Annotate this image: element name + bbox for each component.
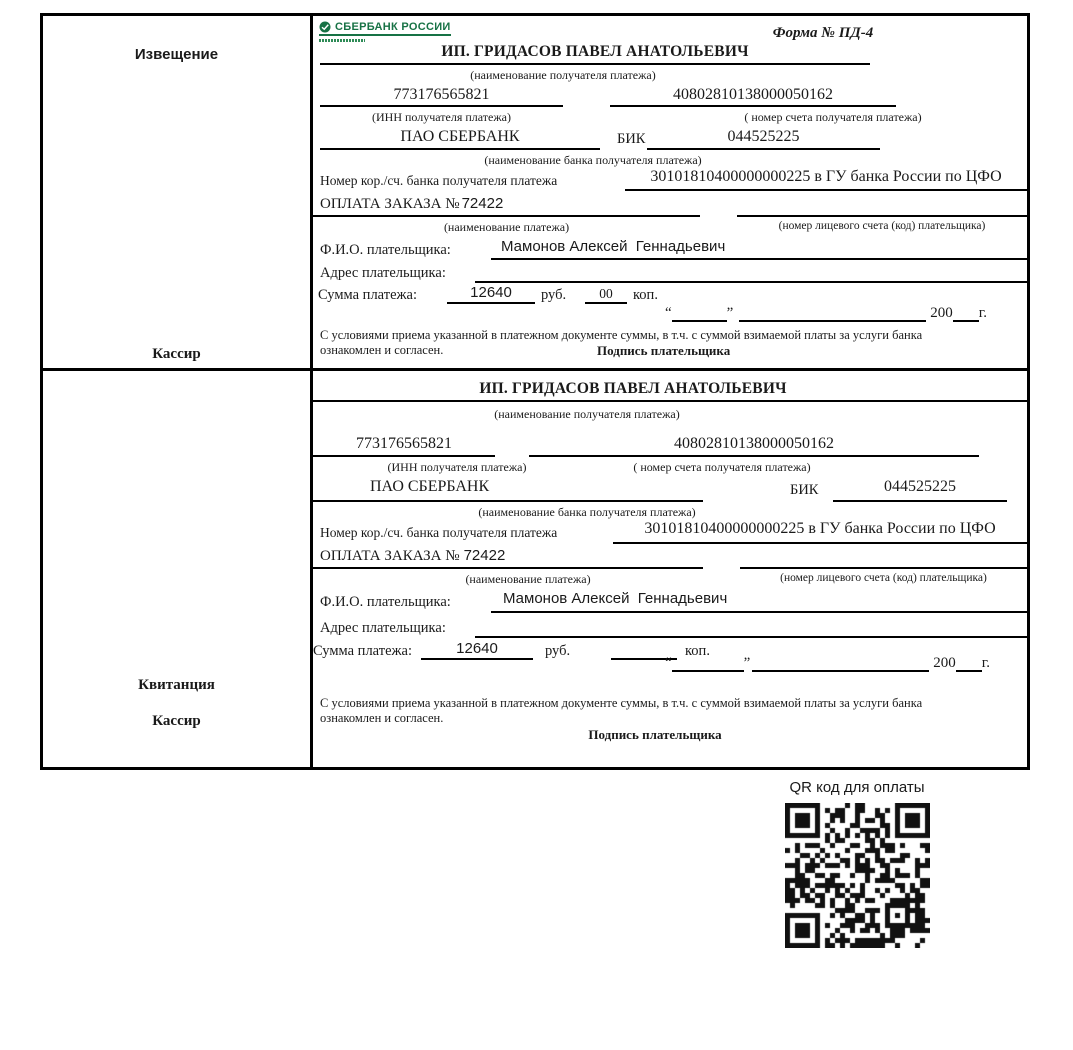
bank-name-caption: (наименование банка получателя платежа)	[478, 505, 696, 519]
payee-name-caption: (наименование получателя платежа)	[470, 68, 656, 82]
disclaimer-line1: С условиями приема указанной в платежном документе суммы, в т.ч. с суммой взимаемой платы за услуги банка	[320, 328, 923, 342]
bik-label: БИК	[617, 131, 646, 147]
payer-fio-label: Ф.И.О. плательщика:	[320, 242, 451, 258]
receipt-section	[43, 371, 1027, 767]
receipt-label: Квитанция	[138, 677, 215, 693]
notice-content	[313, 16, 1027, 368]
corr-account-label: Номер кор./сч. банка получателя платежа	[320, 173, 558, 188]
payment-purpose-text: ОПЛАТА ЗАКАЗА №	[320, 196, 460, 212]
payee-inn-field: 773176565821	[313, 435, 495, 457]
payer-address-field	[475, 263, 1027, 283]
date-year-field	[953, 304, 979, 322]
account-caption: ( номер счета получателя платежа)	[744, 110, 922, 124]
bank-name-caption: (наименование банка получателя платежа)	[484, 153, 702, 167]
year-prefix: 200	[930, 305, 953, 321]
sum-kop-field: 00	[585, 286, 627, 304]
open-quote: “	[665, 655, 672, 671]
payer-fio-label: Ф.И.О. плательщика:	[320, 594, 451, 610]
payer-address-label: Адрес плательщика:	[320, 265, 446, 281]
corr-account-label: Номер кор./сч. банка получателя платежа	[320, 525, 558, 540]
date-line	[665, 654, 990, 672]
date-month-field	[739, 304, 926, 322]
bank-name-field: ПАО СБЕРБАНК	[320, 128, 600, 150]
cashier-label-bottom: Кассир	[152, 713, 201, 729]
bank-name-field: ПАО СБЕРБАНК	[313, 478, 703, 502]
disclaimer-line2: ознакомлен и согласен.	[320, 711, 444, 725]
order-number: 72422	[463, 547, 506, 564]
corr-account-field: 30101810400000000225 в ГУ банка России по ЦФО	[625, 168, 1027, 191]
date-day-field	[672, 654, 744, 672]
personal-account-field	[740, 547, 1027, 569]
rub-label: руб.	[541, 287, 567, 303]
payment-purpose-text: ОПЛАТА ЗАКАЗА №	[320, 548, 460, 564]
personal-account-field	[737, 195, 1027, 217]
payer-fio-field: Мамонов Алексей Геннадьевич	[491, 238, 1027, 260]
receipt-form	[40, 13, 1030, 770]
order-number: 72422	[461, 195, 504, 212]
cashier-label-top: Кассир	[152, 346, 201, 362]
close-quote: ”	[743, 655, 751, 671]
sum-label: Сумма платежа:	[318, 287, 417, 303]
disclaimer-line1: С условиями приема указанной в платежном документе суммы, в т.ч. с суммой взимаемой платы за услуги банка	[320, 696, 923, 710]
payment-purpose-field	[313, 547, 703, 569]
close-quote: ”	[726, 305, 734, 321]
sberbank-logo-icon	[319, 21, 331, 33]
year-prefix: 200	[933, 655, 956, 671]
year-suffix: г.	[978, 305, 987, 321]
year-suffix: г.	[981, 655, 990, 671]
sberbank-logo-text: СБЕРБАНК РОССИИ	[335, 21, 451, 33]
sum-rub-field: 12640	[421, 640, 533, 660]
disclaimer-line2: ознакомлен и согласен.	[320, 343, 444, 357]
qr-code	[785, 803, 930, 948]
open-quote: “	[665, 305, 672, 321]
inn-caption: (ИНН получателя платежа)	[387, 460, 527, 474]
payment-purpose-caption: (наименование платежа)	[465, 572, 591, 586]
inn-caption: (ИНН получателя платежа)	[372, 110, 511, 124]
payee-inn-field: 773176565821	[320, 86, 563, 107]
payee-name-text: ИП. ГРИДАСОВ ПАВЕЛ АНАТОЛЬЕВИЧ	[479, 380, 787, 397]
payer-signature-label: Подпись плательщика	[588, 727, 722, 742]
notice-section	[43, 16, 1027, 371]
notice-label: Извещение	[134, 46, 219, 63]
payee-name-field: ИП. ГРИДАСОВ ПАВЕЛ АНАТОЛЬЕВИЧ	[320, 43, 870, 65]
sberbank-logo	[319, 20, 451, 42]
date-day-field	[672, 304, 727, 322]
rub-label: руб.	[545, 643, 571, 659]
notice-stub-column	[43, 16, 313, 368]
account-caption: ( номер счета получателя платежа)	[633, 460, 811, 474]
payee-name-field	[313, 380, 1027, 402]
payer-address-label: Адрес плательщика:	[320, 620, 446, 636]
personal-account-caption: (номер лицевого счета (код) плательщика)	[780, 572, 987, 584]
payer-fio-field: Мамонов Алексей Геннадьевич	[491, 590, 1027, 613]
personal-account-caption: (номер лицевого счета (код) плательщика)	[778, 220, 986, 232]
logo-subtext	[319, 39, 365, 42]
qr-block	[757, 779, 957, 948]
payee-name-caption: (наименование получателя платежа)	[494, 407, 680, 421]
payment-purpose-field	[313, 195, 700, 217]
date-year-field	[956, 654, 982, 672]
corr-account-field: 30101810400000000225 в ГУ банка России по ЦФО	[613, 520, 1027, 544]
form-number-label: Форма № ПД-4	[772, 25, 874, 41]
bik-label: БИК	[790, 482, 819, 498]
date-line	[665, 304, 987, 322]
qr-caption: QR код для оплаты	[789, 779, 925, 796]
sum-rub-field: 12640	[447, 284, 535, 304]
date-month-field	[752, 654, 929, 672]
payee-account-field: 40802810138000050162	[610, 86, 896, 107]
payer-signature-label: Подпись плательщика	[597, 343, 731, 358]
bik-field: 044525225	[647, 128, 880, 150]
kop-label: коп.	[633, 287, 658, 303]
receipt-content	[313, 371, 1027, 767]
payment-purpose-caption: (наименование платежа)	[443, 220, 570, 234]
payee-account-field: 40802810138000050162	[529, 435, 979, 457]
receipt-stub-column	[43, 371, 313, 767]
kop-label: коп.	[685, 643, 710, 659]
sum-label: Сумма платежа:	[313, 643, 412, 659]
payer-address-field	[475, 617, 1027, 638]
bik-field: 044525225	[833, 478, 1007, 502]
